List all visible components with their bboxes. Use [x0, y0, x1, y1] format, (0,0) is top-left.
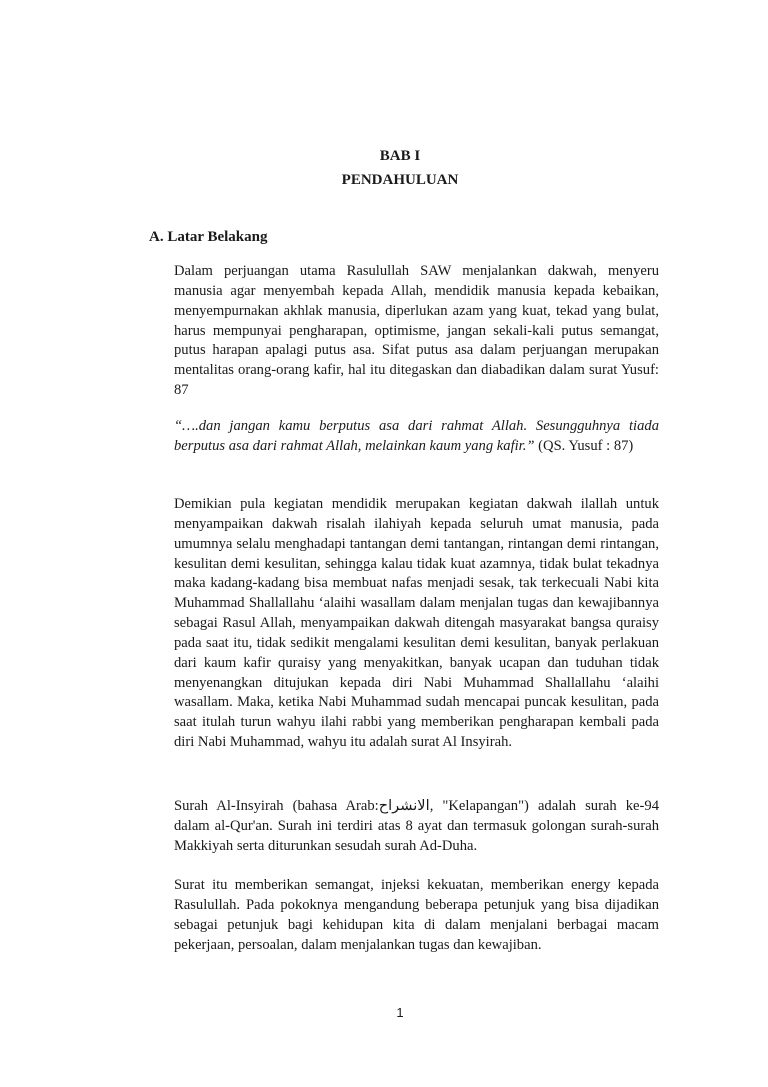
quote-text: “….dan jangan kamu berputus asa dari rahmat Allah. Sesungguhnya tiada berputus asa dari rahmat Allah, melainkan kaum yang kafir.” [174, 418, 659, 454]
quote-citation: (QS. Yusuf : 87) [534, 437, 634, 454]
surah-text-before: Surah Al-Insyirah (bahasa Arab: [174, 798, 379, 814]
surah-text-after: , "Kelapangan") adalah surah ke-94 dalam al-Qur'an. Surah ini terdiri atas 8 ayat dan termasuk golongan surah-surah Makkiyah serta diturunkan sesudah surah Ad-Duha. [174, 798, 659, 854]
arabic-word: الانشراح [378, 798, 430, 814]
paragraph-kegiatan: Demikian pula kegiatan mendidik merupakan kegiatan dakwah ilallah untuk menyampaikan dakwah risalah ilahiyah kepada seluruh umat manusia, pada umumnya selalu menghadapi tantangan demi tantangan, rintangan demi rintangan, kesulitan demi kesulitan, sehingga kalau tidak kuat azamnya, tidak bulat tekadnya maka kadang-kadang bisa membuat nafas menjadi sesak, tak terkecuali Nabi kita Muhammad Shallallahu ‘alaihi wasallam dalam menjalan tugas dan kewajibannya sebagai Rasul Allah, menyampaikan dakwah ditengah masyarakat bangsa quraisy pada saat itu, tidak sedikit mengalami kesulitan demi kesulitan, banyak perlakuan dari kaum kafir quraisy yang menyakitkan, banyak ucapan dan tuduhan tidak menyenangkan ditujukan kepada diri Nabi Muhammad Shallallahu ‘alaihi wasallam. Maka, ketika Nabi Muhammad sudah mencapai puncak kesulitan, pada saat itulah turun wahyu ilahi rabbi yang memberikan pengharapan kembali pada diri Nabi Muhammad, wahyu itu adalah surat Al Insyirah. [174, 496, 659, 751]
chapter-number: BAB I [379, 148, 421, 164]
paragraph-surah [174, 797, 659, 857]
section-heading: A. Latar Belakang [149, 229, 268, 245]
chapter-title: PENDAHULUAN [341, 172, 459, 188]
quote-paragraph [174, 417, 659, 457]
paragraph-semangat: Surat itu memberikan semangat, injeksi kekuatan, memberikan energy kepada Rasulullah. Pada pokoknya mengandung beberapa petunjuk yang bisa dijadikan sebagai petunjuk bagi kehidupan kita di dalam menjalani berbagai macam pekerjaan, persoalan, dalam menjalankan tugas dan kewajiban. [174, 877, 659, 953]
paragraph-intro: Dalam perjuangan utama Rasulullah SAW menjalankan dakwah, menyeru manusia agar menyembah kepada Allah, mendidik manusia kepada kebaikan, menyempurnakan akhlak manusia, diperlukan azam yang kuat, tekad yang bulat, harus mempunyai pengharapan, optimisme, jangan sekali-kali putus semangat, putus harapan apalagi putus asa. Sifat putus asa dalam perjuangan merupakan mentalitas orang-orang kafir, hal itu ditegaskan dan diabadikan dalam surat Yusuf: 87 [174, 263, 659, 399]
page-number: 1 [396, 1005, 404, 1020]
